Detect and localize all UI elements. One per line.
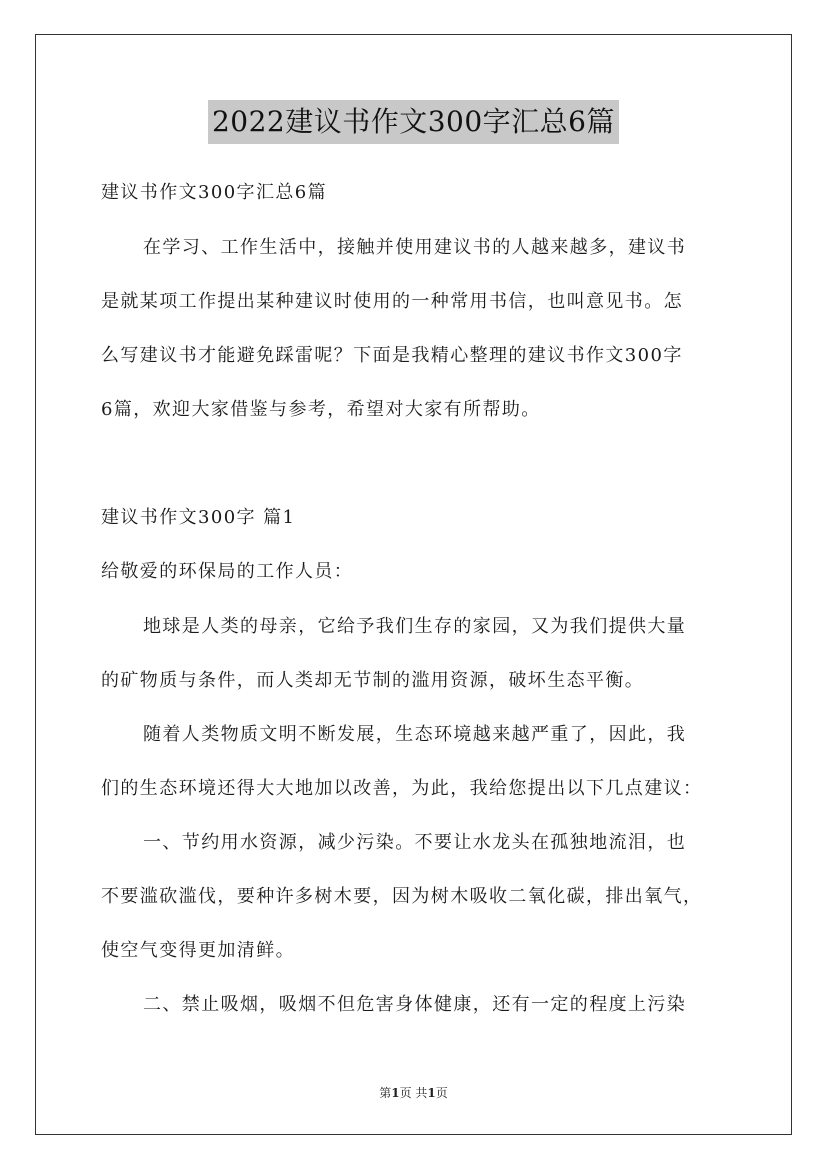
salutation: 给敬爱的环保局的工作人员： bbox=[101, 561, 354, 582]
page-total: 1 bbox=[427, 1086, 436, 1100]
para1-line-2: 的矿物质与条件，而人类却无节制的滥用资源，破坏生态平衡。 bbox=[101, 670, 645, 691]
para2-line-2: 们的生态环境还得大大地加以改善，为此，我给您提出以下几点建议： bbox=[101, 778, 703, 799]
para4-line-1: 二、禁止吸烟，吸烟不但危害身体健康，还有一定的程度上污染 bbox=[143, 994, 687, 1015]
intro-line-2: 是就某项工作提出某种建议时使用的一种常用书信，也叫意见书。怎 bbox=[101, 291, 683, 312]
para3-line-3: 使空气变得更加清鲜。 bbox=[101, 940, 295, 961]
intro-line-4: 6篇，欢迎大家借鉴与参考，希望对大家有所帮助。 bbox=[101, 399, 541, 420]
document-title-wrap bbox=[0, 100, 827, 144]
page-current: 1 bbox=[391, 1086, 400, 1100]
intro-line-1: 在学习、工作生活中，接触并使用建议书的人越来越多，建议书 bbox=[143, 237, 687, 258]
section-heading: 建议书作文300字 篇1 bbox=[101, 507, 296, 528]
para3-line-2: 不要滥砍滥伐，要种许多树木要，因为树木吸收二氧化碳，排出氧气， bbox=[101, 886, 703, 907]
para3-line-1: 一、节约用水资源，减少污染。不要让水龙头在孤独地流泪，也 bbox=[143, 832, 687, 853]
para1-line-1: 地球是人类的母亲，它给予我们生存的家园，又为我们提供大量 bbox=[143, 616, 687, 637]
document-title: 2022建议书作文300字汇总6篇 bbox=[208, 100, 619, 144]
intro-line-3: 么写建议书才能避免踩雷呢？下面是我精心整理的建议书作文300字 bbox=[101, 345, 683, 366]
footer-suffix: 页 bbox=[435, 1086, 448, 1100]
page-footer bbox=[0, 1085, 827, 1101]
footer-prefix: 第 bbox=[379, 1086, 392, 1100]
document-subtitle: 建议书作文300字汇总6篇 bbox=[101, 182, 328, 203]
footer-mid: 页 共 bbox=[399, 1086, 428, 1100]
para2-line-1: 随着人类物质文明不断发展，生态环境越来越严重了，因此，我 bbox=[143, 724, 687, 745]
